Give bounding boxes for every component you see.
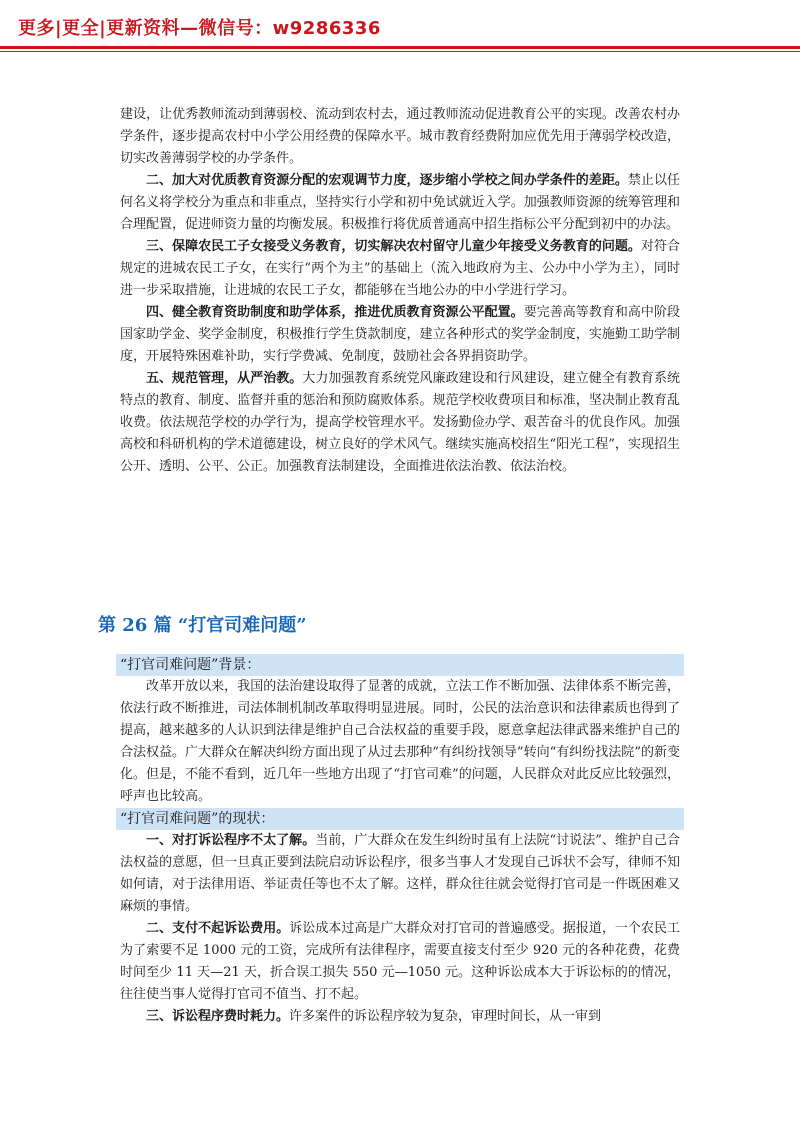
section-title: 第 26 篇 “打官司难问题”	[98, 615, 307, 636]
header-rule	[0, 46, 800, 49]
status-item: 三、诉讼程序费时耗力。许多案件的诉讼程序较为复杂，审理时间长，从一审到	[146, 1009, 602, 1024]
header-banner: 更多|更全|更新资料—微信号：w9286336	[18, 18, 381, 39]
background-paragraph: 改革开放以来，我国的法治建设取得了显著的成就，立法工作不断加强、法律体系不断完善，依法行政不断推进，司法体制机制改革取得明显进展。同时，公民的法治意识和法律素质也得到了提高，越来越多的人认识到法律是维护自己合法权益的重要手段，愿意拿起法律武器来维护自己的合法权益。广大群众在解决纠纷方面出现了从过去那种“有纠纷找领导”转向“有纠纷找法院”的新变化。但是，不能不看到，近几年一些地方出现了“打官司难”的问题，人民群众对此反应比较强烈，呼声也比较高。	[120, 679, 680, 804]
section-content	[120, 654, 680, 1028]
paragraph: 四、健全教育资助制度和助学体系，推进优质教育资源公平配置。要完善高等教育和高中阶段国家助学金、奖学金制度，积极推行学生贷款制度，建立各种形式的奖学金制度，实施勤工助学制度，开展特殊困难补助，实行学费减、免制度，鼓励社会各界捐资助学。	[120, 305, 680, 364]
top-content	[120, 104, 680, 478]
status-heading: “打官司难问题”的现状：	[116, 808, 684, 830]
paragraph: 五、规范管理，从严治教。大力加强教育系统党风廉政建设和行风建设，建立健全有教育系统特点的教育、制度、监督并重的惩治和预防腐败体系。规范学校收费项目和标准，坚决制止教育乱收费。依法规范学校的办学行为，提高学校管理水平。发扬勤俭办学、艰苦奋斗的优良作风。加强高校和科研机构的学术道德建设，树立良好的学术风气。继续实施高校招生“阳光工程”，实现招生公开、透明、公平、公正。加强教育法制建设，全面推进依法治教、依法治校。	[120, 371, 680, 474]
paragraph: 二、加大对优质教育资源分配的宏观调节力度，逐步缩小学校之间办学条件的差距。禁止以任何名义将学校分为重点和非重点，坚持实行小学和初中免试就近入学。加强教师资源的统筹管理和合理配置，促进师资力量的均衡发展。积极推行将优质普通高中招生指标公平分配到初中的办法。	[120, 173, 680, 232]
status-item: 二、支付不起诉讼费用。诉讼成本过高是广大群众对打官司的普遍感受。据报道，一个农民工为了索要不足 1000 元的工资，完成所有法律程序，需要直接支付至少 920 元的各种花费，花费时间至少 11 天—21 天，折合误工损失 550 元—1050 元。这种诉讼成本大于诉讼标的的情况，往往使当事人觉得打官司不值当、打不起。	[120, 921, 680, 1002]
paragraph: 建设，让优秀教师流动到薄弱校、流动到农村去，通过教师流动促进教育公平的实现。改善农村办学条件，逐步提高农村中小学公用经费的保障水平。城市教育经费附加应优先用于薄弱学校改造，切实改善薄弱学校的办学条件。	[120, 107, 680, 166]
paragraph: 三、保障农民工子女接受义务教育，切实解决农村留守儿童少年接受义务教育的问题。对符合规定的进城农民工子女，在实行“两个为主”的基础上（流入地政府为主、公办中小学为主），同时进一步采取措施，让进城的农民工子女，都能够在当地公办的中小学进行学习。	[120, 239, 680, 298]
page-header	[0, 0, 800, 50]
header-rule-thin	[0, 51, 800, 52]
status-item: 一、对打诉讼程序不太了解。当前，广大群众在发生纠纷时虽有上法院“讨说法”、维护自己合法权益的意愿，但一旦真正要到法院启动诉讼程序，很多当事人才发现自己诉状不会写，律师不知如何请，对于法律用语、举证责任等也不太了解。这样，群众往往就会觉得打官司是一件既困难又麻烦的事情。	[120, 833, 680, 914]
background-heading: “打官司难问题”背景：	[116, 654, 684, 676]
